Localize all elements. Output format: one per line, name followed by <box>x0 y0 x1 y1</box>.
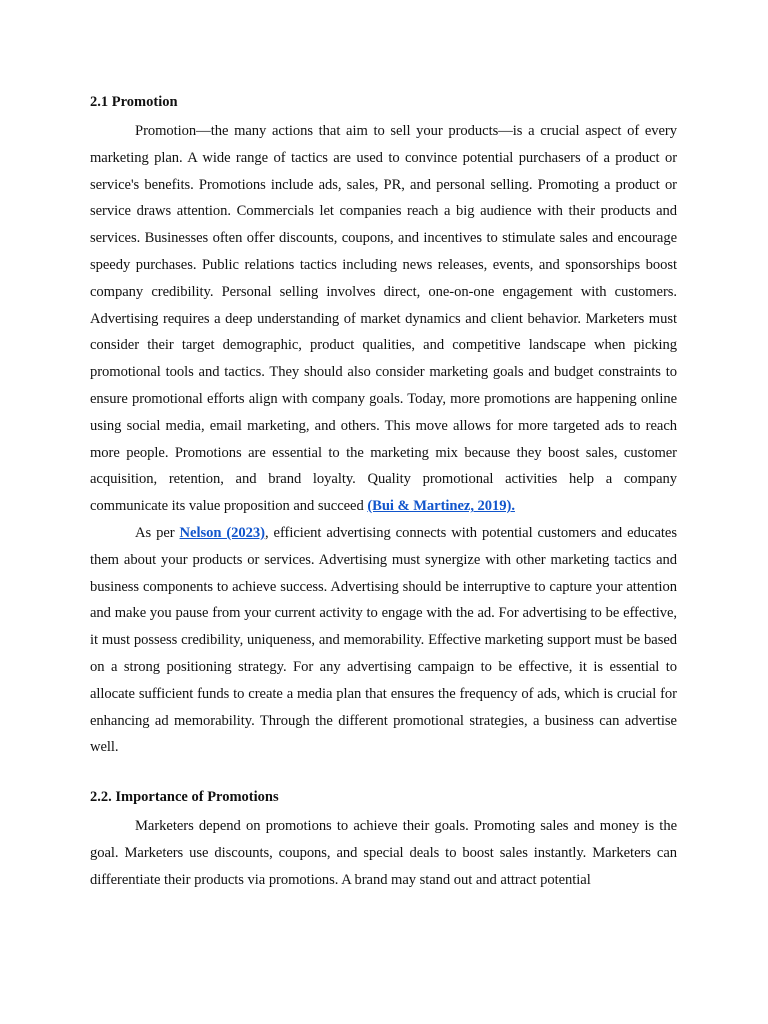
paragraph-advertising <box>90 520 677 761</box>
section-heading-importance: 2.2. Importance of Promotions <box>90 789 279 806</box>
citation-link-nelson[interactable]: Nelson (2023) <box>179 524 265 541</box>
section-spacer <box>90 761 677 787</box>
paragraph-text: , efficient advertising connects with potential customers and educates them about your products or services. Advertising must synergize with other marketing tactics and business components to achieve success. Advertising should be interruptive to capture your attention and make you pause from your current activity to engage with the ad. For advertising to be effective, it must possess credibility, uniqueness, and memorability. Effective marketing support must be based on a strong positioning strategy. For any advertising campaign to be effective, it is essential to allocate sufficient funds to create a media plan that ensures the frequency of ads, which is crucial for enhancing ad memorability. Through the different promotional strategies, a business can advertise well. <box>90 524 677 756</box>
paragraph-importance: Marketers depend on promotions to achieve their goals. Promoting sales and money is the goal. Marketers use discounts, coupons, and special deals to boost sales instantly. Marketers can differentiate their products via promotions. A brand may stand out and attract potential <box>90 818 677 888</box>
section-heading-promotion: 2.1 Promotion <box>90 94 178 110</box>
citation-link-bui-martinez[interactable]: (Bui & Martinez, 2019). <box>367 498 515 515</box>
paragraph-text: Promotion—the many actions that aim to sell your products—is a crucial aspect of every marketing plan. A wide range of tactics are used to convince potential purchasers of a product or service's benefits. Promotions include ads, sales, PR, and personal selling. Promoting a product or service draws attention. Commercials let companies reach a big audience with their products and services. Businesses often offer discounts, coupons, and incentives to stimulate sales and encourage speedy purchases. Public relations tactics including news releases, events, and sponsorships boost company credibility. Personal selling involves direct, one-on-one engagement with customers. Advertising requires a deep understanding of market dynamics and client behavior. Marketers must consider their target demographic, product qualities, and competitive landscape when picking promotional tools and tactics. They should also consider marketing goals and budget constraints to ensure promotional efforts align with company goals. Today, more promotions are happening online using social media, email marketing, and others. This move allows for more targeted ads to reach more people. Promotions are essential to the marketing mix because they boost sales, customer acquisition, retention, and brand loyalty. Quality promotional activities help a company communicate its value proposition and succeed <box>90 123 677 515</box>
paragraph-promotion-intro <box>90 118 677 520</box>
document-page <box>90 92 677 894</box>
paragraph-prefix: As per <box>135 524 180 541</box>
